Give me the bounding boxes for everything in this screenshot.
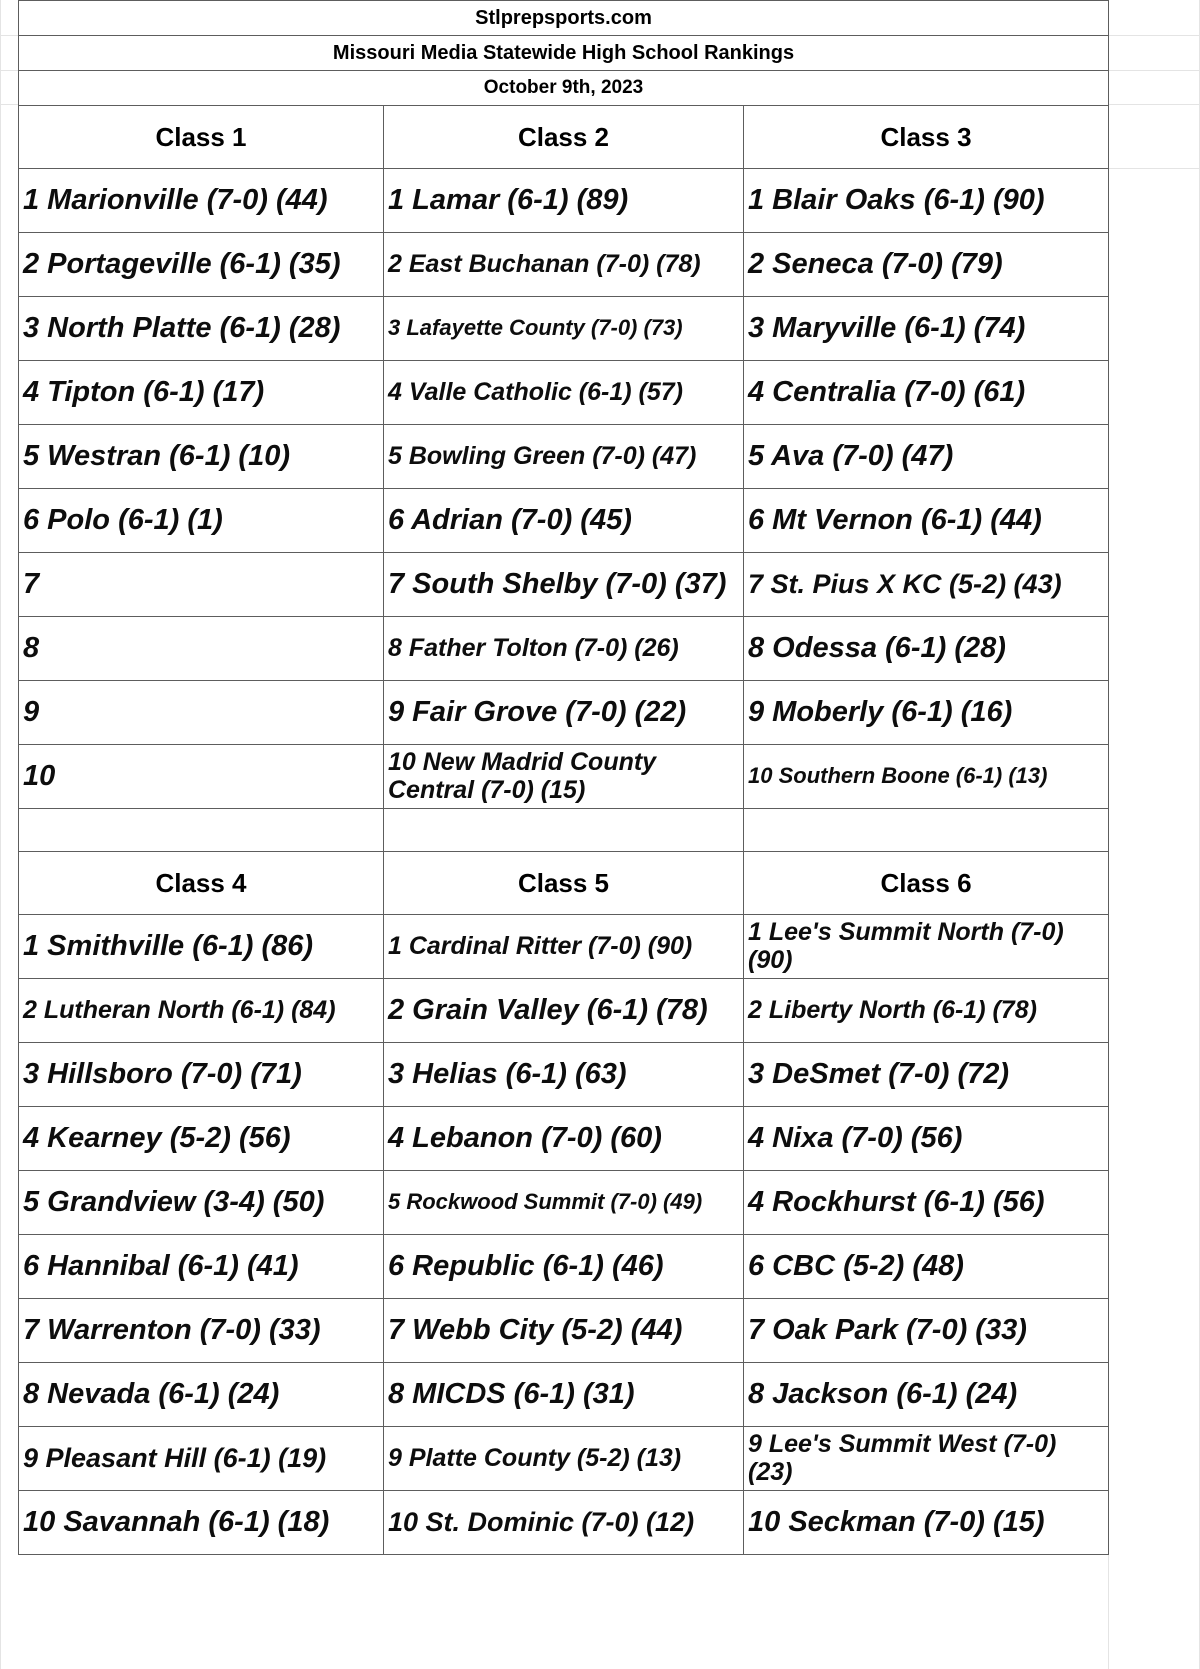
- rank-cell-class2-8: 8 Father Tolton (7-0) (26): [384, 617, 744, 681]
- table-row: [19, 361, 1109, 425]
- rank-cell-class5-3: 3 Helias (6-1) (63): [384, 1043, 744, 1107]
- rank-cell-class4-9: 9 Pleasant Hill (6-1) (19): [19, 1427, 384, 1491]
- rank-cell-class2-9: 9 Fair Grove (7-0) (22): [384, 681, 744, 745]
- rankings-table-top: [18, 0, 1109, 1555]
- spacer-cell-2: [384, 809, 744, 852]
- table-row: [19, 745, 1109, 809]
- table-row: [19, 1491, 1109, 1555]
- rank-cell-class5-8: 8 MICDS (6-1) (31): [384, 1363, 744, 1427]
- table-row: [19, 681, 1109, 745]
- date-label: October 9th, 2023: [19, 71, 1109, 106]
- rank-cell-class5-1: 1 Cardinal Ritter (7-0) (90): [384, 915, 744, 979]
- rank-cell-class4-10: 10 Savannah (6-1) (18): [19, 1491, 384, 1555]
- rank-cell-class3-10: 10 Southern Boone (6-1) (13): [744, 745, 1109, 809]
- rank-cell-class4-6: 6 Hannibal (6-1) (41): [19, 1235, 384, 1299]
- gutter-row-line-5: [0, 35, 19, 36]
- rank-cell-class6-4: 4 Nixa (7-0) (56): [744, 1107, 1109, 1171]
- rank-cell-class5-9: 9 Platte County (5-2) (13): [384, 1427, 744, 1491]
- rank-cell-class2-7: 7 South Shelby (7-0) (37): [384, 553, 744, 617]
- rank-cell-class1-9: 9: [19, 681, 384, 745]
- rank-cell-class6-5: 4 Rockhurst (6-1) (56): [744, 1171, 1109, 1235]
- rank-cell-class4-7: 7 Warrenton (7-0) (33): [19, 1299, 384, 1363]
- rank-cell-class4-2: 2 Lutheran North (6-1) (84): [19, 979, 384, 1043]
- page-title: Missouri Media Statewide High School Rankings: [19, 36, 1109, 71]
- rank-cell-class2-1: 1 Lamar (6-1) (89): [384, 169, 744, 233]
- rank-cell-class1-1: 1 Marionville (7-0) (44): [19, 169, 384, 233]
- class-header-5: Class 5: [384, 852, 744, 915]
- site-title-row: [19, 1, 1109, 36]
- rank-cell-class5-4: 4 Lebanon (7-0) (60): [384, 1107, 744, 1171]
- class-header-row-top: [19, 106, 1109, 169]
- rank-cell-class5-6: 6 Republic (6-1) (46): [384, 1235, 744, 1299]
- date-row: [19, 71, 1109, 106]
- rank-cell-class1-8: 8: [19, 617, 384, 681]
- rank-cell-class3-7: 7 St. Pius X KC (5-2) (43): [744, 553, 1109, 617]
- spacer-cell-3: [744, 809, 1109, 852]
- table-row: [19, 1107, 1109, 1171]
- rank-cell-class1-6: 6 Polo (6-1) (1): [19, 489, 384, 553]
- table-row: [19, 233, 1109, 297]
- table-row: [19, 553, 1109, 617]
- rank-cell-class1-5: 5 Westran (6-1) (10): [19, 425, 384, 489]
- site-title: Stlprepsports.com: [19, 1, 1109, 36]
- rank-cell-class3-2: 2 Seneca (7-0) (79): [744, 233, 1109, 297]
- rank-cell-class3-8: 8 Odessa (6-1) (28): [744, 617, 1109, 681]
- rank-cell-class2-3: 3 Lafayette County (7-0) (73): [384, 297, 744, 361]
- table-row: [19, 915, 1109, 979]
- rank-cell-class3-1: 1 Blair Oaks (6-1) (90): [744, 169, 1109, 233]
- rank-cell-class4-1: 1 Smithville (6-1) (86): [19, 915, 384, 979]
- rank-cell-class1-10: 10: [19, 745, 384, 809]
- class-header-6: Class 6: [744, 852, 1109, 915]
- rank-cell-class6-10: 10 Seckman (7-0) (15): [744, 1491, 1109, 1555]
- class-header-4: Class 4: [19, 852, 384, 915]
- rank-cell-class4-5: 5 Grandview (3-4) (50): [19, 1171, 384, 1235]
- rank-cell-class2-4: 4 Valle Catholic (6-1) (57): [384, 361, 744, 425]
- rank-cell-class2-6: 6 Adrian (7-0) (45): [384, 489, 744, 553]
- rank-cell-class3-6: 6 Mt Vernon (6-1) (44): [744, 489, 1109, 553]
- rank-cell-class5-7: 7 Webb City (5-2) (44): [384, 1299, 744, 1363]
- rank-cell-class5-5: 5 Rockwood Summit (7-0) (49): [384, 1171, 744, 1235]
- gutter-gridline-left: [0, 0, 1, 1669]
- table-row: [19, 979, 1109, 1043]
- class-header-1: Class 1: [19, 106, 384, 169]
- spacer-cell-1: [19, 809, 384, 852]
- rank-cell-class4-3: 3 Hillsboro (7-0) (71): [19, 1043, 384, 1107]
- rank-cell-class6-9: 9 Lee's Summit West (7-0) (23): [744, 1427, 1109, 1491]
- rank-cell-class1-7: 7: [19, 553, 384, 617]
- rank-cell-class2-10: 10 New Madrid County Central (7-0) (15): [384, 745, 744, 809]
- class-header-3: Class 3: [744, 106, 1109, 169]
- gutter-row-line-1: [1108, 35, 1200, 36]
- rank-cell-class3-9: 9 Moberly (6-1) (16): [744, 681, 1109, 745]
- block-spacer-row: [19, 809, 1109, 852]
- rank-cell-class1-4: 4 Tipton (6-1) (17): [19, 361, 384, 425]
- gutter-row-line-7: [0, 104, 19, 105]
- table-row: [19, 425, 1109, 489]
- rank-cell-class4-4: 4 Kearney (5-2) (56): [19, 1107, 384, 1171]
- table-row: [19, 617, 1109, 681]
- gutter-row-line-2: [1108, 70, 1200, 71]
- table-row: [19, 1299, 1109, 1363]
- rank-cell-class2-2: 2 East Buchanan (7-0) (78): [384, 233, 744, 297]
- class-header-2: Class 2: [384, 106, 744, 169]
- rank-cell-class4-8: 8 Nevada (6-1) (24): [19, 1363, 384, 1427]
- gutter-row-line-3: [1108, 104, 1200, 105]
- class-header-row-bottom: [19, 852, 1109, 915]
- rank-cell-class1-2: 2 Portageville (6-1) (35): [19, 233, 384, 297]
- rank-cell-class5-10: 10 St. Dominic (7-0) (12): [384, 1491, 744, 1555]
- table-row: [19, 1363, 1109, 1427]
- rank-cell-class6-1: 1 Lee's Summit North (7-0) (90): [744, 915, 1109, 979]
- rank-cell-class6-3: 3 DeSmet (7-0) (72): [744, 1043, 1109, 1107]
- table-row: [19, 489, 1109, 553]
- table-row: [19, 297, 1109, 361]
- rank-cell-class3-4: 4 Centralia (7-0) (61): [744, 361, 1109, 425]
- gutter-row-line-6: [0, 70, 19, 71]
- rank-cell-class5-2: 2 Grain Valley (6-1) (78): [384, 979, 744, 1043]
- gutter-row-line-4: [1108, 168, 1200, 169]
- rank-cell-class6-8: 8 Jackson (6-1) (24): [744, 1363, 1109, 1427]
- table-row: [19, 1171, 1109, 1235]
- table-row: [19, 1043, 1109, 1107]
- rank-cell-class6-2: 2 Liberty North (6-1) (78): [744, 979, 1109, 1043]
- table-row: [19, 1235, 1109, 1299]
- rank-cell-class3-5: 5 Ava (7-0) (47): [744, 425, 1109, 489]
- table-row: [19, 1427, 1109, 1491]
- rank-cell-class1-3: 3 North Platte (6-1) (28): [19, 297, 384, 361]
- rank-cell-class3-3: 3 Maryville (6-1) (74): [744, 297, 1109, 361]
- table-row: [19, 169, 1109, 233]
- rank-cell-class6-7: 7 Oak Park (7-0) (33): [744, 1299, 1109, 1363]
- rank-cell-class6-6: 6 CBC (5-2) (48): [744, 1235, 1109, 1299]
- main-title-row: [19, 36, 1109, 71]
- rank-cell-class2-5: 5 Bowling Green (7-0) (47): [384, 425, 744, 489]
